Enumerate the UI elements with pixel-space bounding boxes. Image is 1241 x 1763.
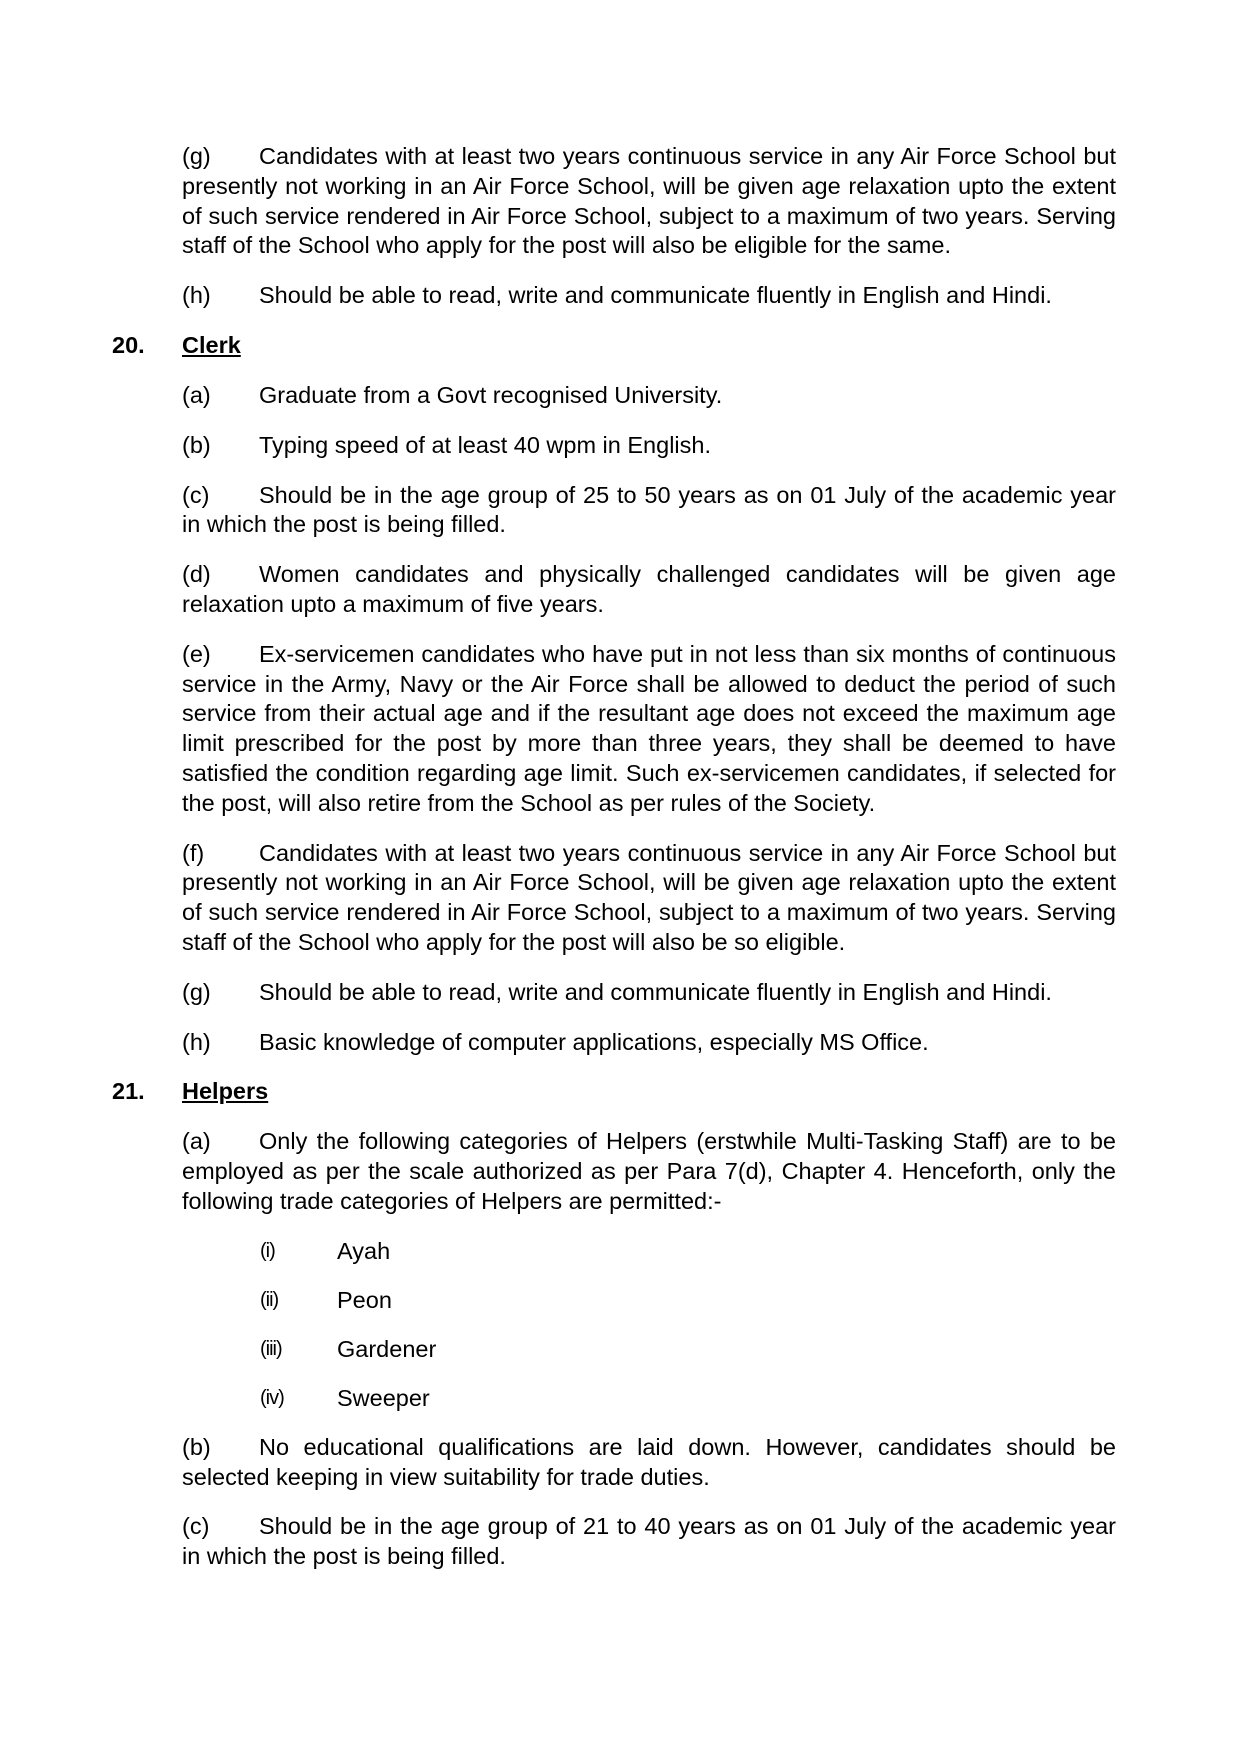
section-heading-clerk	[112, 331, 1116, 361]
item-text: Only the following categories of Helpers (erstwhile Multi-Tasking Staff) are to be employed as per the scale authorized as per Para 7(d), Chapter 4. Henceforth, only the following trade categories of Helpers are permitted:-	[182, 1128, 1116, 1214]
paragraph-helpers-a	[182, 1127, 1116, 1216]
trade-text: Gardener	[337, 1335, 437, 1362]
item-label: (f)	[182, 839, 205, 866]
item-text: Graduate from a Govt recognised University.	[259, 381, 723, 408]
trade-text: Ayah	[337, 1237, 391, 1264]
paragraph-clerk-b	[182, 431, 1116, 461]
paragraph-helpers-b	[182, 1433, 1116, 1493]
section-heading-helpers	[112, 1077, 1116, 1107]
paragraph-clerk-g	[182, 978, 1116, 1008]
section-number: 20.	[112, 331, 145, 358]
item-label: (c)	[182, 1513, 210, 1540]
item-text: Basic knowledge of computer applications, especially MS Office.	[259, 1028, 929, 1055]
item-label: (a)	[182, 381, 211, 408]
item-label: (a)	[182, 1128, 211, 1155]
section-number: 21.	[112, 1078, 145, 1105]
paragraph-top-h	[182, 281, 1116, 311]
item-label: (g)	[182, 143, 211, 169]
trade-label: (ii)	[260, 1288, 279, 1311]
item-text: Candidates with at least two years continuous service in any Air Force School but presently not working in an Air Force School, will be given age relaxation upto the extent of such service rendered in Air Force School, subject to a maximum of two years. Serving staff of the School who apply for the post will also be so eligible.	[182, 839, 1116, 955]
item-label: (h)	[182, 282, 211, 309]
item-label: (e)	[182, 640, 211, 667]
item-text: Should be in the age group of 21 to 40 years as on 01 July of the academic year in which the post is being filled.	[182, 1513, 1116, 1570]
item-text: Should be able to read, write and communicate fluently in English and Hindi.	[259, 978, 1052, 1005]
paragraph-clerk-h	[182, 1028, 1116, 1058]
trade-label: (i)	[260, 1239, 275, 1262]
item-label: (b)	[182, 431, 211, 458]
item-label: (c)	[182, 481, 210, 508]
item-label: (b)	[182, 1433, 211, 1460]
item-text: Women candidates and physically challenged candidates will be given age relaxation upto a maximum of five years.	[182, 561, 1116, 617]
paragraph-top-g	[182, 142, 1116, 261]
item-label: (g)	[182, 978, 211, 1005]
paragraph-clerk-c	[182, 481, 1116, 541]
item-text: No educational qualifications are laid down. However, candidates should be selected keeping in view suitability for trade duties.	[182, 1433, 1116, 1490]
item-label: (h)	[182, 1028, 211, 1055]
trade-label: (iv)	[260, 1386, 284, 1409]
trade-item-sweeper	[182, 1384, 1116, 1414]
paragraph-clerk-e	[182, 640, 1116, 819]
trade-item-peon	[182, 1286, 1116, 1316]
trade-label: (iii)	[260, 1337, 282, 1360]
item-text: Typing speed of at least 40 wpm in English.	[259, 431, 711, 458]
paragraph-clerk-a	[182, 381, 1116, 411]
section-title: Clerk	[182, 331, 241, 358]
item-text: Should be able to read, write and communicate fluently in English and Hindi.	[259, 282, 1052, 309]
item-text: Ex-servicemen candidates who have put in not less than six months of continuous service in the Army, Navy or the Air Force shall be allowed to deduct the period of such service from their actual age and if the resultant age does not exceed the maximum age limit prescribed for the post by more than three years, they shall be deemed to have satisfied the condition regarding age limit. Such ex-servicemen candidates, if selected for the post, will also retire from the School as per rules of the Society.	[182, 640, 1116, 816]
trade-text: Peon	[337, 1286, 392, 1313]
trade-item-ayah	[182, 1237, 1116, 1267]
item-label: (d)	[182, 561, 211, 588]
paragraph-clerk-f	[182, 839, 1116, 958]
paragraph-clerk-d	[182, 560, 1116, 620]
trade-text: Sweeper	[337, 1384, 430, 1411]
paragraph-helpers-c	[182, 1512, 1116, 1572]
item-text: Should be in the age group of 25 to 50 years as on 01 July of the academic year in which the post is being filled.	[182, 481, 1116, 538]
item-text: Candidates with at least two years continuous service in any Air Force School but presently not working in an Air Force School, will be given age relaxation upto the extent of such service rendered in Air Force School, subject to a maximum of two years. Serving staff of the School who apply for the post will also be eligible for the same.	[182, 143, 1116, 259]
section-title: Helpers	[182, 1078, 269, 1105]
trade-item-gardener	[182, 1335, 1116, 1365]
